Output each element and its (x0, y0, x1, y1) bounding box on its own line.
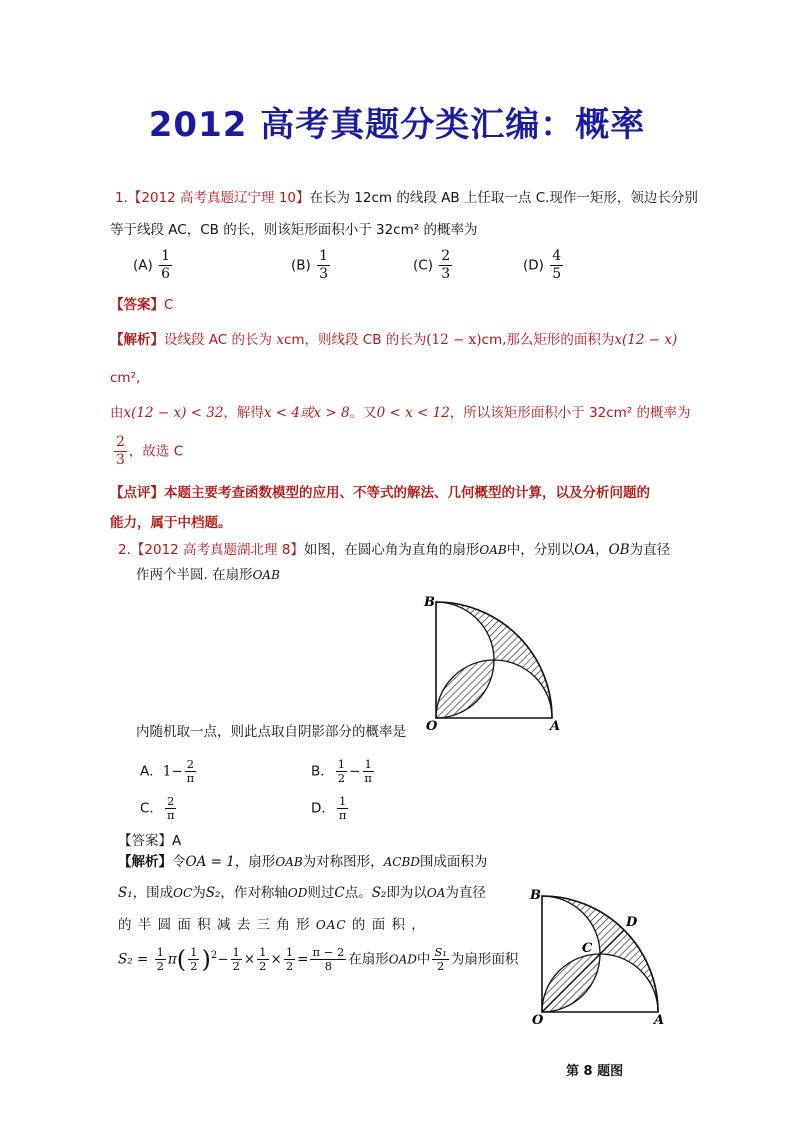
q2-stem3: 内随机取一点，则此点取自阴影部分的概率是 (136, 724, 406, 740)
q2-answer: 【答案】A (118, 833, 182, 849)
fraction: $\frac{1}{\pi}$ (364, 757, 372, 785)
fraction: $\frac{2}{\pi}$ (166, 794, 175, 822)
q2-option-a: A．1− $\frac{2}{\pi}$ (140, 757, 195, 785)
q2-option-b: B． $\frac{1}{2}$ − $\frac{1}{\pi}$ (311, 757, 372, 785)
q1-analysis-line3: 由x(12 − x) < 32，解得x < 4或x > 8。又0 < x < 12，所以该矩形面积小于 32cm² 的概率为 (110, 405, 691, 421)
fraction: $\frac{4}{5}$ (552, 248, 562, 282)
q2-figure-sector (420, 590, 570, 735)
q2-analysis-line1: 【解析】令OA = 1，扇形OAB为对称图形，ACBD围成面积为 (118, 854, 488, 870)
fraction: $\frac{1}{2}$ (190, 945, 198, 973)
fraction: $\frac{1}{2}$ (285, 945, 294, 973)
q1-option-a: (A) $\frac{1}{6}$ (133, 248, 170, 282)
q1-comment2: 能力，属于中档题。 (110, 515, 232, 531)
q2-analysis-line3: 的 半 圆 面 积 减 去 三 角 形 OAC 的 面 积 ， (118, 917, 426, 933)
fraction: $\frac{2}{3}$ (116, 434, 125, 468)
fraction: $\frac{1}{\pi}$ (338, 794, 347, 822)
q1-option-b: (B) $\frac{1}{3}$ (291, 248, 329, 282)
q1-option-c: (C) $\frac{2}{3}$ (413, 248, 451, 282)
label-d: D (626, 915, 638, 930)
q2-line1: 2.【2012 高考真题湖北理 8】如图，在圆心角为直角的扇形OAB中，分别以OA，OB为直径 (118, 542, 671, 558)
label-o: O (532, 1013, 544, 1028)
fraction: $\frac{1}{6}$ (161, 248, 170, 282)
label-a: A (654, 1013, 665, 1028)
fraction: $\frac{2}{3}$ (441, 248, 451, 282)
q1-answer: 【答案】C (110, 297, 174, 313)
fraction: $\frac{1}{2}$ (156, 945, 164, 973)
q1-line1 (115, 189, 698, 207)
q2-option-d: D． $\frac{1}{\pi}$ (311, 794, 347, 822)
q1-source: 【2012 高考真题辽宁理 10】 (127, 190, 310, 206)
fraction: $\frac{1}{3}$ (319, 248, 329, 282)
q1-stem1: 在长为 12cm 的线段 AB 上任取一点 C.现作一矩形，领边长分别 (309, 190, 698, 206)
q2-figure-8 (522, 880, 672, 1030)
q1-analysis-line1: 【解析】设线段 AC 的长为 xcm，则线段 CB 的长为(12 − x)cm,那么矩形的面积为x(12 − x) (110, 332, 678, 348)
label-o: O (426, 719, 438, 734)
fraction: $\frac{2}{\pi}$ (186, 757, 195, 785)
fraction: $\frac{1}{2}$ (337, 757, 346, 785)
q1-probability: $\frac{2}{3}$ ，故选 C (116, 434, 184, 468)
q1-comment1: 【点评】本题主要考查函数模型的应用、不等式的解法、几何概型的计算，以及分析问题的 (110, 485, 650, 501)
q2-line2: 作两个半圆. 在扇形OAB (136, 567, 280, 583)
label-c: C (582, 941, 593, 956)
figure-caption: 第 8 题图 (566, 1064, 624, 1079)
fraction: $\frac{\pi - 2}{8}$ (312, 945, 345, 973)
q1-option-d: (D) $\frac{4}{5}$ (523, 248, 562, 282)
fraction: $\frac{1}{2}$ (232, 945, 240, 973)
q1-number: 1. (115, 190, 128, 206)
q2-analysis-line4: S₂ = $\frac{1}{2}$ π( $\frac{1}{2}$ )$^2$− $\frac{1}{2}$ × $\frac{1}{2}$ × $\frac{1}{2}$ = $\frac{\pi - 2}{8}$ 在扇形OAD中 $\frac{\text{S₁}}{2}$ 为扇形面积 (118, 945, 519, 974)
label-a: A (550, 719, 561, 734)
fraction: $\frac{1}{2}$ (259, 945, 267, 973)
q2-analysis-line2: S₁，围成OC为S₂，作对称轴OD则过C点。S₂即为以OA为直径 (118, 885, 486, 901)
q2-option-c: C． $\frac{2}{\pi}$ (140, 794, 175, 822)
q1-unit: cm², (110, 370, 141, 386)
fraction: $\frac{\text{S₁}}{2}$ (434, 945, 447, 973)
label-b: B (530, 888, 541, 903)
q1-stem2: 等于线段 AC，CB 的长，则该矩形面积小于 32cm² 的概率为 (110, 222, 478, 238)
page-title: 2012 高考真题分类汇编：概率 (148, 105, 646, 145)
label-b: B (424, 595, 435, 610)
